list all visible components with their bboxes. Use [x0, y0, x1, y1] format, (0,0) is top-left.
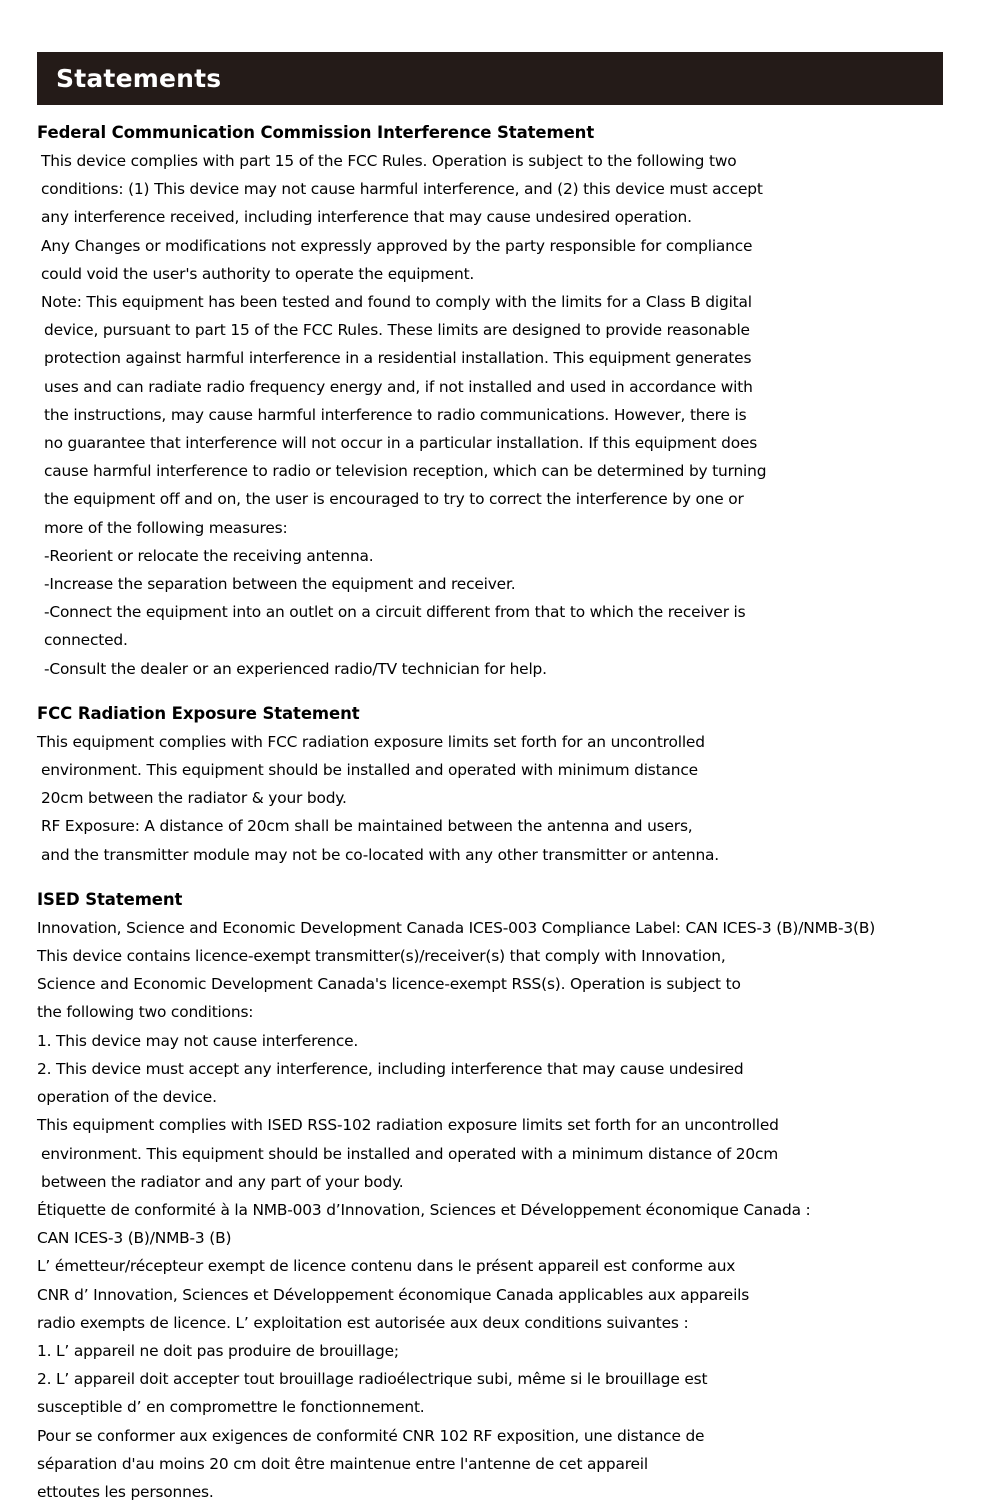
paragraph-line: This equipment complies with FCC radiation exposure limits set forth for an uncontrolled — [37, 732, 705, 751]
section-spacer — [37, 869, 952, 885]
paragraph-line: 20cm between the radiator & your body. — [41, 789, 347, 808]
list-item-line: -Connect the equipment into an outlet on a circuit different from that to which the receiver is — [44, 603, 746, 622]
paragraph-line: Étiquette de conformité à la NMB‐003 d’Innovation, Sciences et Développement économique Canada : — [37, 1200, 811, 1219]
paragraph-line: Any Changes or modifications not expressly approved by the party responsible for compliance — [41, 236, 753, 255]
paragraph-line: device, pursuant to part 15 of the FCC Rules. These limits are designed to provide reasonable — [44, 321, 750, 340]
paragraph-line: CAN ICES-3 (B)/NMB-3 (B) — [37, 1229, 232, 1248]
paragraph-line: susceptible d’ en compromettre le fonctionnement. — [37, 1398, 425, 1417]
paragraph-line: This device contains licence-exempt transmitter(s)/receiver(s) that comply with Innovation, — [37, 947, 726, 966]
paragraph-line: L’ émetteur/récepteur exempt de licence contenu dans le présent appareil est conforme aux — [37, 1257, 736, 1276]
paragraph-line: the following two conditions: — [37, 1003, 254, 1022]
list-item-line: -Increase the separation between the equipment and receiver. — [44, 575, 516, 594]
section-heading-fcc-radiation: FCC Radiation Exposure Statement — [37, 703, 360, 723]
paragraph-line: conditions: (1) This device may not cause harmful interference, and (2) this device must accept — [41, 180, 763, 199]
paragraph-line: cause harmful interference to radio or television reception, which can be determined by turning — [44, 462, 767, 481]
section-heading-ised: ISED Statement — [37, 889, 183, 909]
paragraph-line: Note: This equipment has been tested and found to comply with the limits for a Class B digital — [41, 293, 752, 312]
paragraph-line: Innovation, Science and Economic Development Canada ICES‐003 Compliance Label: CAN ICES-3 (B)/NMB-3(B) — [37, 918, 876, 937]
paragraph-line: operation of the device. — [37, 1088, 217, 1107]
paragraph-line: radio exempts de licence. L’ exploitation est autorisée aux deux conditions suivantes : — [37, 1313, 689, 1332]
paragraph-line: more of the following measures: — [44, 518, 288, 537]
paragraph-line: environment. This equipment should be installed and operated with a minimum distance of 20cm — [41, 1144, 779, 1163]
paragraph-line: Pour se conformer aux exigences de conformité CNR 102 RF exposition, une distance de — [37, 1426, 705, 1445]
paragraph-line: between the radiator and any part of your body. — [41, 1172, 404, 1191]
paragraph-line: RF Exposure: A distance of 20cm shall be maintained between the antenna and users, — [41, 817, 693, 836]
paragraph-line: Science and Economic Development Canada's licence-exempt RSS(s). Operation is subject to — [37, 975, 741, 994]
paragraph-line: environment. This equipment should be installed and operated with minimum distance — [41, 761, 698, 780]
paragraph-line: protection against harmful interference in a residential installation. This equipment generates — [44, 349, 752, 368]
list-item-line: connected. — [44, 631, 128, 650]
paragraph-line: CNR d’ Innovation, Sciences et Développement économique Canada applicables aux appareils — [37, 1285, 750, 1304]
section-spacer — [37, 683, 952, 699]
document-content — [37, 118, 952, 1506]
list-item-line: 2. This device must accept any interference, including interference that may cause undesired — [37, 1059, 744, 1078]
list-item-line: -Reorient or relocate the receiving antenna. — [44, 546, 374, 565]
page-title-bar — [37, 52, 943, 105]
section-heading-fcc-interference: Federal Communication Commission Interference Statement — [37, 123, 595, 142]
paragraph-line: and the transmitter module may not be co-located with any other transmitter or antenna. — [41, 845, 719, 864]
paragraph-line: any interference received, including interference that may cause undesired operation. — [41, 208, 692, 227]
paragraph-line: the instructions, may cause harmful interference to radio communications. However, there is — [44, 405, 747, 424]
list-item-line: -Consult the dealer or an experienced radio/TV technician for help. — [44, 659, 547, 678]
paragraph-line: uses and can radiate radio frequency energy and, if not installed and used in accordance with — [44, 377, 753, 396]
list-item-line: 1. This device may not cause interference. — [37, 1031, 359, 1050]
list-item-line: 1. L’ appareil ne doit pas produire de brouillage; — [37, 1341, 399, 1360]
paragraph-line: This equipment complies with ISED RSS-102 radiation exposure limits set forth for an uncontrolled — [37, 1116, 779, 1135]
paragraph-line: ettoutes les personnes. — [37, 1482, 214, 1501]
paragraph-line: could void the user's authority to operate the equipment. — [41, 264, 475, 283]
paragraph-line: the equipment off and on, the user is encouraged to try to correct the interference by one or — [44, 490, 744, 509]
page-title: Statements — [56, 64, 222, 93]
paragraph-line: no guarantee that interference will not occur in a particular installation. If this equipment does — [44, 434, 758, 453]
paragraph-line: This device complies with part 15 of the FCC Rules. Operation is subject to the following two — [41, 152, 737, 170]
paragraph-line: séparation d'au moins 20 cm doit être maintenue entre l'antenne de cet appareil — [37, 1454, 648, 1473]
list-item-line: 2. L’ appareil doit accepter tout brouillage radioélectrique subi, même si le brouillage est — [37, 1370, 708, 1389]
